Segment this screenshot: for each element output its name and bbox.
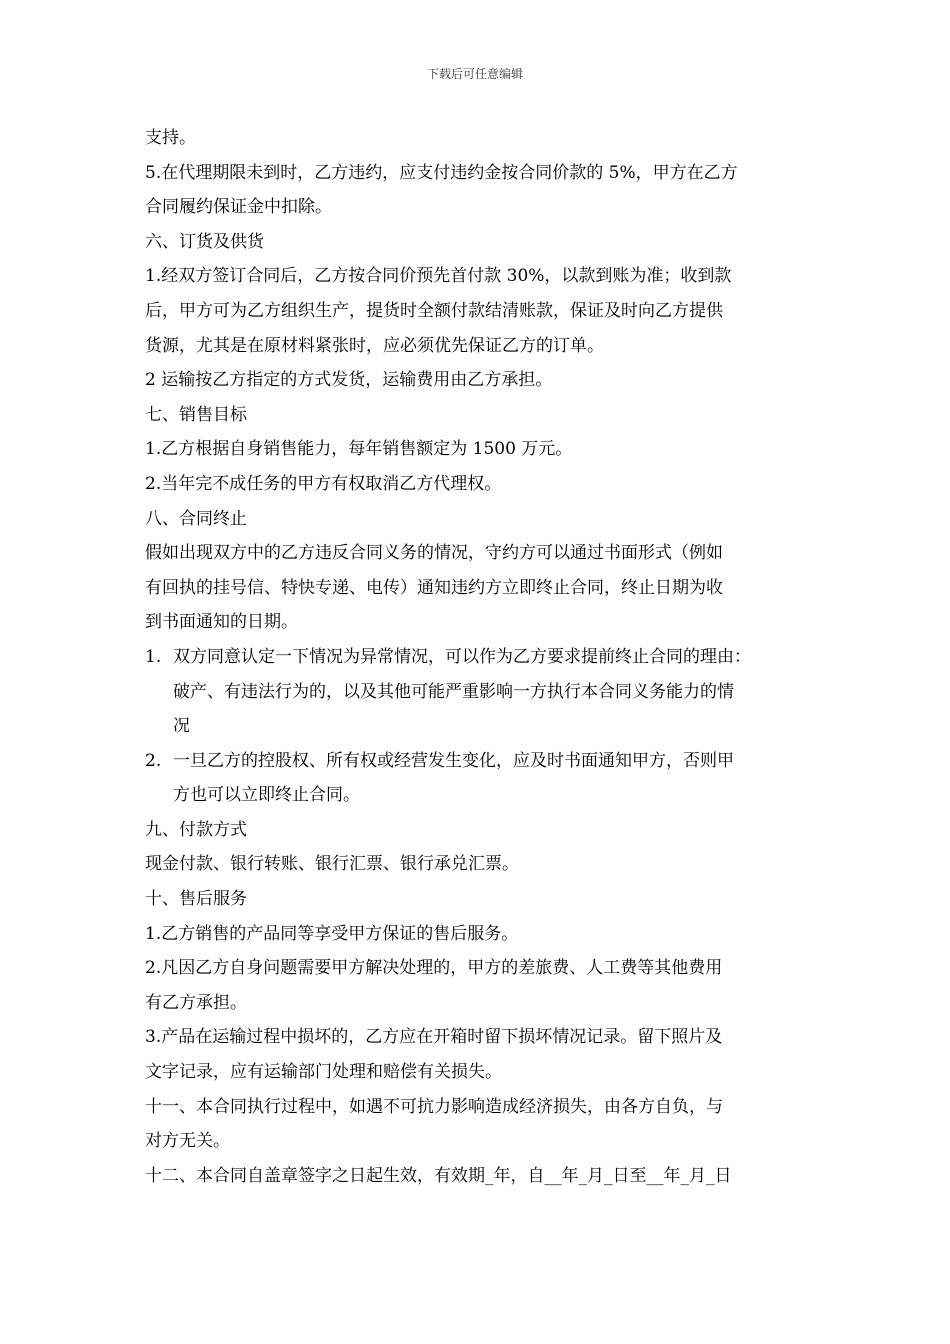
text-line: 3.产品在运输过程中损坏的，乙方应在开箱时留下损坏情况记录。留下照片及 <box>145 1027 723 1048</box>
text-line: 2.凡因乙方自身问题需要甲方解决处理的，甲方的差旅费、人工费等其他费用 <box>145 958 723 979</box>
list-item-line: 方也可以立即终止合同。 <box>173 785 360 806</box>
text-line: 支持。 <box>145 128 196 148</box>
text-line: 2 运输按乙方指定的方式发货，运输费用由乙方承担。 <box>145 370 553 391</box>
list-item-line: 破产、有违法行为的，以及其他可能严重影响一方执行本合同义务能力的情 <box>173 681 734 702</box>
list-item <box>145 744 813 813</box>
text-line: 货源，尤其是在原材料紧张时，应必须优先保证乙方的订单。 <box>145 335 604 356</box>
section-heading: 七、销售目标 <box>145 404 247 425</box>
list-item-number: 2. <box>145 750 162 771</box>
text-line: 2.当年完不成任务的甲方有权取消乙方代理权。 <box>145 473 502 494</box>
page-header: 下载后可任意编辑 <box>426 67 523 81</box>
list-item-line: 况 <box>173 716 190 737</box>
text-line: 有回执的挂号信、特快专递、电传）通知违约方立即终止合同，终止日期为收 <box>145 577 723 598</box>
section-heading: 六、订货及供货 <box>145 231 264 252</box>
section-heading: 八、合同终止 <box>145 508 247 529</box>
section-heading: 九、付款方式 <box>145 819 247 840</box>
list-item-text: 双方同意认定一下情况为异常情况，可以作为乙方要求提前终止合同的理由： <box>173 646 751 667</box>
text-line: 对方无关。 <box>145 1131 230 1152</box>
text-line: 合同履约保证金中扣除。 <box>145 197 332 218</box>
text-line: 到书面通知的日期。 <box>145 612 298 633</box>
list-item <box>145 640 813 744</box>
text-line: 后，甲方可为乙方组织生产，提货时全额付款结清账款，保证及时向乙方提供 <box>145 300 723 321</box>
text-line: 有乙方承担。 <box>145 992 247 1013</box>
text-line: 1.经双方签订合同后，乙方按合同价预先首付款 30%，以款到账为准；收到款 <box>145 266 732 287</box>
document-body <box>145 121 813 1193</box>
text-line: 现金付款、银行转账、银行汇票、银行承兑汇票。 <box>145 854 519 875</box>
section-heading: 十、售后服务 <box>145 889 247 910</box>
list-item-line <box>145 744 813 779</box>
list-item-number: 1. <box>145 646 162 667</box>
text-line: 文字记录，应有运输部门处理和赔偿有关损失。 <box>145 1062 502 1083</box>
text-line: 1.乙方销售的产品同等享受甲方保证的售后服务。 <box>145 923 519 944</box>
text-line: 5.在代理期限未到时，乙方违约，应支付违约金按合同价款的 5%，甲方在乙方 <box>145 162 738 183</box>
text-line: 1.乙方根据自身销售能力，每年销售额定为 1500 万元。 <box>145 439 573 460</box>
list-item-line <box>145 640 813 675</box>
numbered-list <box>145 640 813 813</box>
text-line: 十二、本合同自盖章签字之日起生效，有效期_年，自__年_月_日至__年_月_日 <box>145 1165 732 1186</box>
text-line: 十一、本合同执行过程中，如遇不可抗力影响造成经济损失，由各方自负，与 <box>145 1096 723 1117</box>
text-line: 假如出现双方中的乙方违反合同义务的情况，守约方可以通过书面形式（例如 <box>145 543 723 564</box>
list-item-text: 一旦乙方的控股权、所有权或经营发生变化，应及时书面通知甲方，否则甲 <box>173 750 734 771</box>
